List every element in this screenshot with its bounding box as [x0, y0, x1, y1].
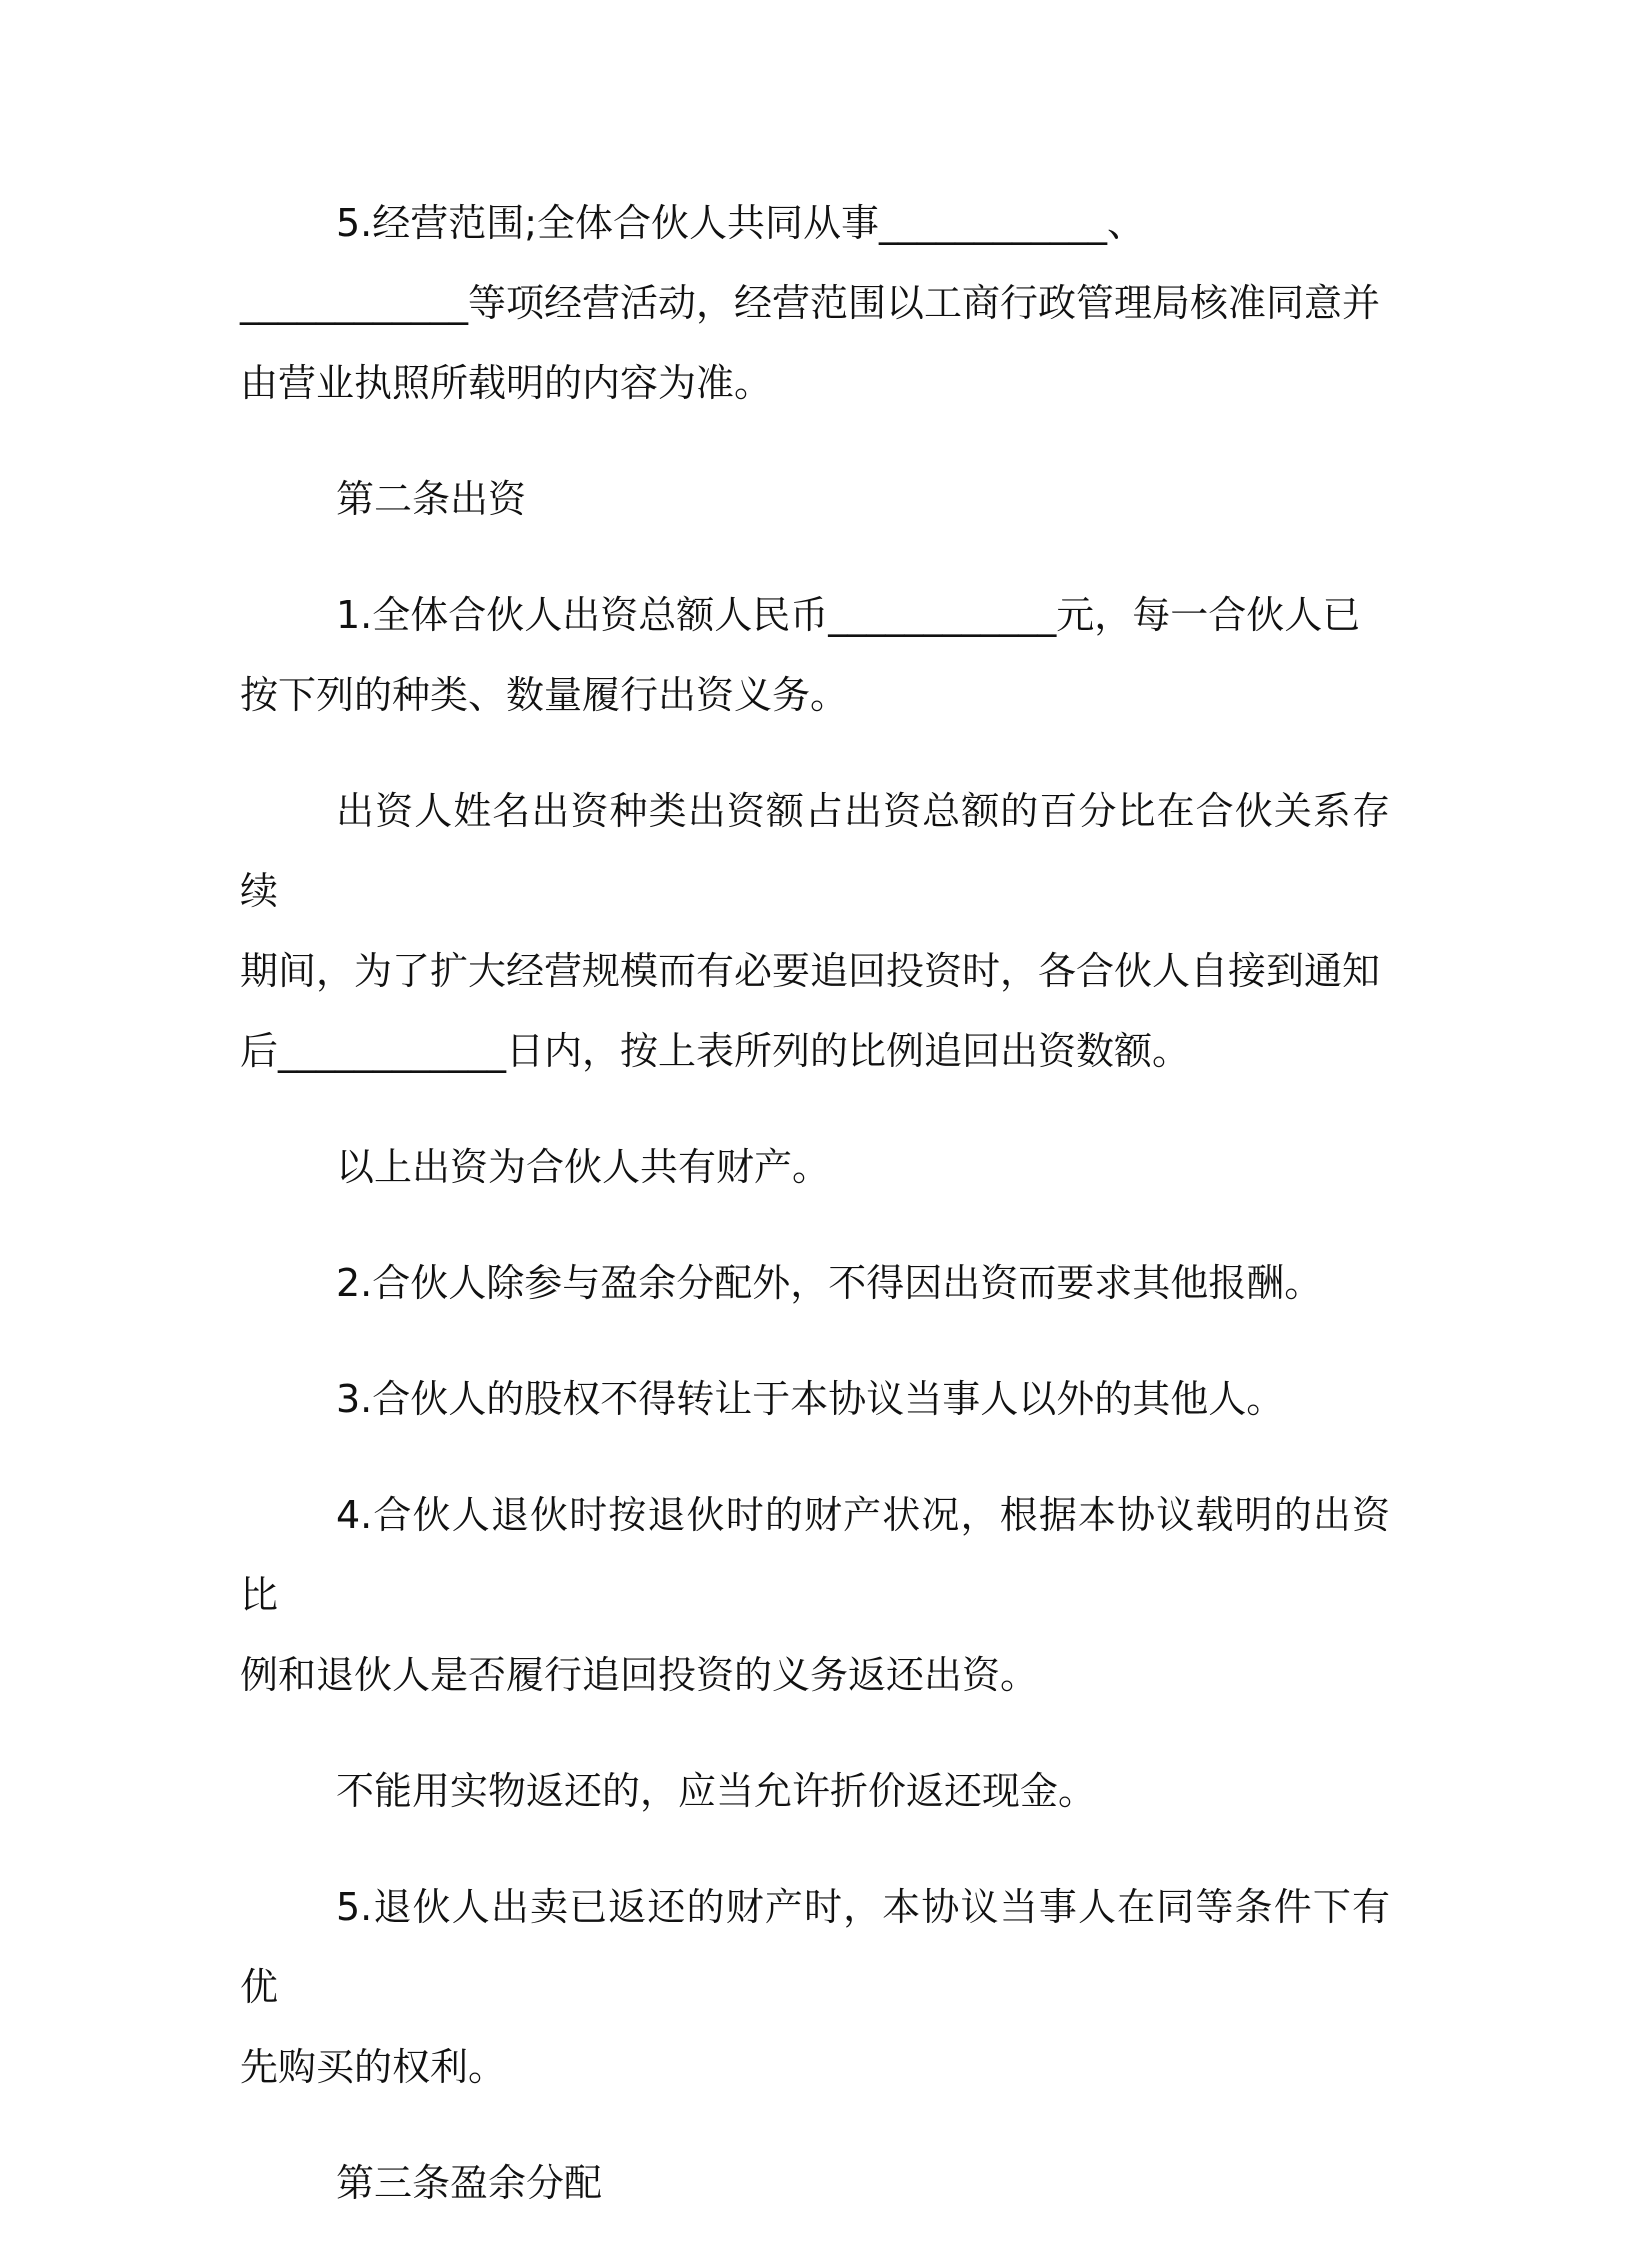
paragraph-line: 出资人姓名出资种类出资额占出资总额的百分比在合伙关系存续	[240, 789, 1390, 913]
paragraph-line: 按下列的种类、数量履行出资义务。	[240, 673, 849, 717]
section-heading	[240, 2143, 1390, 2223]
paragraph-line: 4.合伙人退伙时按退伙时的财产状况，根据本协议载明的出资比	[240, 1493, 1390, 1617]
paragraph	[240, 1359, 1390, 1439]
paragraph	[240, 575, 1390, 735]
paragraph-line: 以上出资为合伙人共有财产。	[336, 1145, 831, 1189]
paragraph-line: 2.合伙人除参与盈余分配外，不得因出资而要求其他报酬。	[336, 1261, 1323, 1305]
paragraph	[240, 183, 1390, 423]
paragraph-line: 3.合伙人的股权不得转让于本协议当事人以外的其他人。	[336, 1377, 1285, 1421]
paragraph-line: 第三条盈余分配	[336, 2161, 603, 2205]
paragraph-line: 1.全体合伙人出资总额人民币____________元，每一合伙人已	[336, 593, 1361, 637]
paragraph	[240, 1867, 1390, 2107]
paragraph-line: 由营业执照所载明的内容为准。	[240, 361, 773, 405]
document-body	[240, 183, 1390, 2259]
paragraph-line: 后____________日内，按上表所列的比例追回出资数额。	[240, 1029, 1191, 1073]
paragraph-line: 5.退伙人出卖已返还的财产时，本协议当事人在同等条件下有优	[240, 1885, 1390, 2009]
paragraph-line: 期间，为了扩大经营规模而有必要追回投资时，各合伙人自接到通知	[240, 949, 1381, 993]
paragraph	[240, 1475, 1390, 1715]
paragraph-line: 先购买的权利。	[240, 2045, 507, 2089]
paragraph	[240, 1127, 1390, 1207]
paragraph-line: 第二条出资	[336, 477, 527, 521]
paragraph	[240, 1243, 1390, 1323]
paragraph-line: 例和退伙人是否履行追回投资的义务返还出资。	[240, 1653, 1039, 1697]
paragraph-line: ____________等项经营活动，经营范围以工商行政管理局核准同意并	[240, 281, 1381, 325]
paragraph	[240, 771, 1390, 1091]
paragraph	[240, 1751, 1390, 1831]
section-heading	[240, 459, 1390, 539]
paragraph-line: 不能用实物返还的，应当允许折价返还现金。	[336, 1769, 1097, 1813]
paragraph-line: 5.经营范围;全体合伙人共同从事____________、	[336, 201, 1146, 245]
